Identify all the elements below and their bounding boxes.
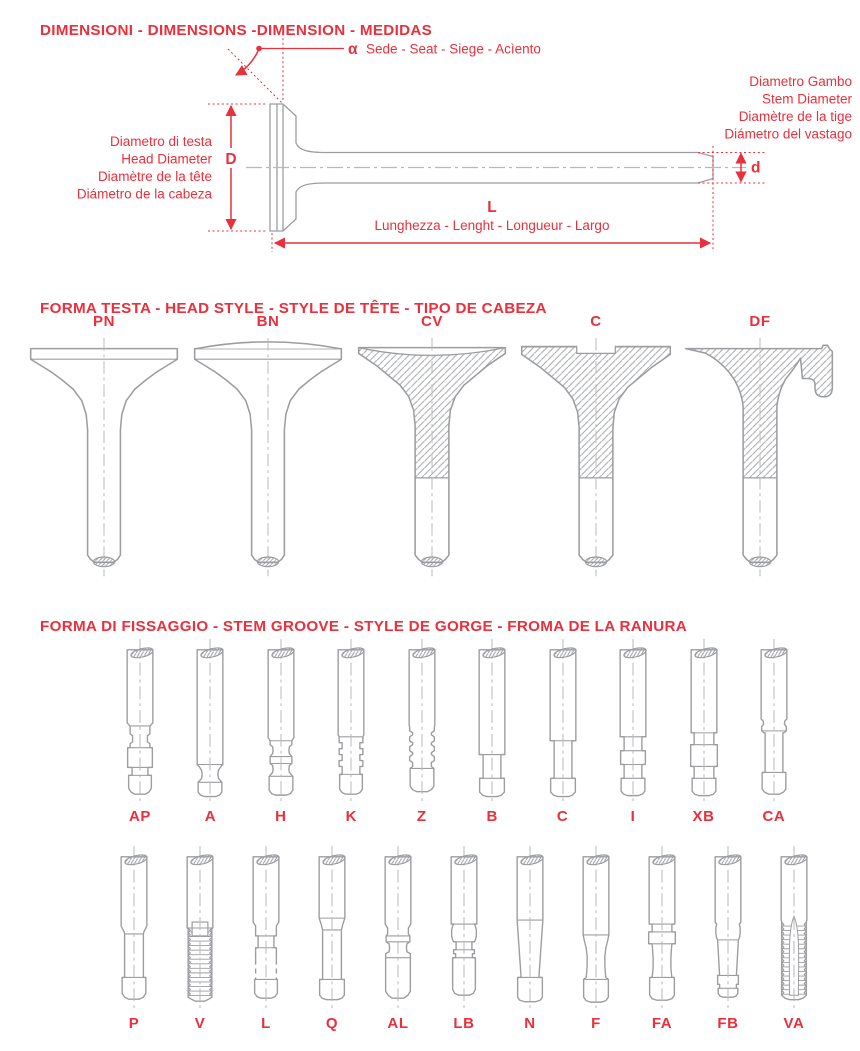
head-styles-row bbox=[22, 313, 840, 589]
dimensions-section-title: DIMENSIONI - DIMENSIONS -DIMENSION - MEDIDAS bbox=[40, 21, 433, 39]
svg-text:Head Diameter: Head Diameter bbox=[121, 151, 212, 167]
head-style-drawing-C bbox=[514, 333, 678, 589]
stem-groove-label-B: B bbox=[486, 808, 498, 825]
stem-groove-label-K: K bbox=[345, 808, 358, 825]
stem-groove-figure-K bbox=[323, 636, 379, 825]
stem-groove-figure-I bbox=[605, 636, 661, 825]
stem-groove-figure-Z bbox=[394, 636, 450, 825]
stem-groove-figure-AL bbox=[370, 843, 426, 1032]
stem-groove-label-CA: CA bbox=[762, 808, 786, 825]
stem-grooves-row-1 bbox=[112, 636, 802, 825]
stem-groove-label-Z: Z bbox=[416, 808, 427, 825]
stem-groove-drawing-V bbox=[172, 843, 228, 1013]
stem-groove-figure-LB bbox=[436, 843, 492, 1032]
stem-groove-figure-L bbox=[238, 843, 294, 1032]
stem-groove-label-FA: FA bbox=[651, 1015, 673, 1032]
head-style-drawing-BN bbox=[186, 333, 350, 589]
svg-text:Diámetro del vastago: Diámetro del vastago bbox=[724, 126, 852, 142]
head-style-drawing-CV bbox=[350, 333, 514, 589]
stem-groove-drawing-K bbox=[323, 636, 379, 806]
head-styles-section-title: FORMA TESTA - HEAD STYLE - STYLE DE TÊTE - TIPO DE CABEZA bbox=[40, 299, 547, 317]
head-style-label-CV: CV bbox=[420, 313, 444, 330]
head-style-label-DF: DF bbox=[749, 313, 771, 330]
stem-groove-drawing-Z bbox=[394, 636, 450, 806]
stem-groove-figure-H bbox=[253, 636, 309, 825]
stem-groove-label-F: F bbox=[591, 1015, 601, 1032]
stem-groove-figure-F bbox=[568, 843, 624, 1032]
stem-groove-label-LB: LB bbox=[453, 1015, 475, 1032]
head-diameter-label bbox=[77, 134, 213, 202]
stem-groove-label-H: H bbox=[275, 808, 287, 825]
stem-groove-label-A: A bbox=[204, 808, 217, 825]
stem-groove-drawing-AP bbox=[112, 636, 168, 806]
stem-grooves-row-2 bbox=[106, 843, 822, 1032]
stem-groove-drawing-FA bbox=[634, 843, 690, 1013]
stem-groove-drawing-AL bbox=[370, 843, 426, 1013]
stem-groove-figure-FB bbox=[700, 843, 756, 1032]
stem-groove-label-L: L bbox=[261, 1015, 271, 1032]
stem-groove-drawing-A bbox=[182, 636, 238, 806]
head-style-figure-C bbox=[514, 313, 678, 589]
head-style-label-PN: PN bbox=[92, 313, 116, 330]
stem-groove-label-FB: FB bbox=[717, 1015, 739, 1032]
head-style-figure-DF bbox=[678, 313, 842, 589]
head-diameter-symbol: D bbox=[225, 151, 237, 168]
length-label: Lunghezza - Lenght - Longueur - Largo bbox=[374, 218, 610, 233]
valve-dimensions-diagram bbox=[0, 0, 860, 272]
stem-groove-label-V: V bbox=[194, 1015, 206, 1032]
stem-groove-drawing-B bbox=[464, 636, 520, 806]
stem-groove-drawing-F bbox=[568, 843, 624, 1013]
head-style-drawing-PN bbox=[22, 333, 186, 589]
stem-groove-drawing-FB bbox=[700, 843, 756, 1013]
stem-groove-label-XB: XB bbox=[692, 808, 715, 825]
head-style-label-BN: BN bbox=[256, 313, 280, 330]
stem-groove-drawing-CA bbox=[746, 636, 802, 806]
stem-groove-figure-C bbox=[535, 636, 591, 825]
stem-groove-drawing-LB bbox=[436, 843, 492, 1013]
length-symbol: L bbox=[487, 199, 497, 216]
stem-groove-drawing-L bbox=[238, 843, 294, 1013]
stem-groove-figure-P bbox=[106, 843, 162, 1032]
stem-groove-drawing-H bbox=[253, 636, 309, 806]
stem-groove-label-N: N bbox=[524, 1015, 536, 1032]
dimension-arrows bbox=[231, 49, 741, 244]
stem-groove-figure-FA bbox=[634, 843, 690, 1032]
stem-diameter-label bbox=[724, 74, 852, 142]
svg-text:Diametro Gambo: Diametro Gambo bbox=[749, 74, 852, 89]
stem-groove-label-VA: VA bbox=[783, 1015, 805, 1032]
stem-groove-label-I: I bbox=[630, 808, 636, 825]
stem-groove-drawing-Q bbox=[304, 843, 360, 1013]
stem-groove-drawing-VA bbox=[766, 843, 822, 1013]
stem-grooves-section-title: FORMA DI FISSAGGIO - STEM GROOVE - STYLE DE GORGE - FROMA DE LA RANURA bbox=[40, 617, 688, 635]
stem-groove-figure-AP bbox=[112, 636, 168, 825]
head-style-figure-BN bbox=[186, 313, 350, 589]
head-style-figure-CV bbox=[350, 313, 514, 589]
stem-groove-figure-CA bbox=[746, 636, 802, 825]
stem-groove-figure-B bbox=[464, 636, 520, 825]
stem-groove-figure-VA bbox=[766, 843, 822, 1032]
stem-groove-figure-Q bbox=[304, 843, 360, 1032]
stem-groove-figure-N bbox=[502, 843, 558, 1032]
stem-groove-label-AL: AL bbox=[387, 1015, 409, 1032]
svg-text:Diamètre de la tige: Diamètre de la tige bbox=[738, 109, 852, 124]
svg-text:Diametro di testa: Diametro di testa bbox=[109, 134, 212, 149]
stem-diameter-symbol: d bbox=[751, 159, 761, 177]
alpha-symbol: α bbox=[348, 41, 358, 58]
stem-groove-drawing-I bbox=[605, 636, 661, 806]
stem-groove-figure-A bbox=[182, 636, 238, 825]
stem-groove-label-Q: Q bbox=[325, 1015, 339, 1032]
stem-groove-label-AP: AP bbox=[128, 808, 152, 825]
head-style-label-C: C bbox=[590, 313, 602, 330]
stem-groove-drawing-XB bbox=[676, 636, 732, 806]
seat-angle-arc bbox=[236, 51, 258, 75]
head-style-figure-PN bbox=[22, 313, 186, 589]
head-style-drawing-DF bbox=[678, 333, 842, 589]
svg-text:Diamètre de la tête: Diamètre de la tête bbox=[97, 169, 212, 184]
seat-angle-dot bbox=[256, 46, 262, 52]
stem-groove-figure-V bbox=[172, 843, 228, 1032]
stem-groove-label-P: P bbox=[128, 1015, 140, 1032]
stem-groove-figure-XB bbox=[676, 636, 732, 825]
svg-text:Diámetro de la cabeza: Diámetro de la cabeza bbox=[76, 186, 212, 202]
stem-groove-label-C: C bbox=[556, 808, 569, 825]
stem-groove-drawing-N bbox=[502, 843, 558, 1013]
seat-label: Sede - Seat - Siege - Acìento bbox=[366, 41, 541, 57]
stem-groove-drawing-C bbox=[535, 636, 591, 806]
svg-text:Stem Diameter: Stem Diameter bbox=[761, 91, 852, 107]
stem-groove-drawing-P bbox=[106, 843, 162, 1013]
